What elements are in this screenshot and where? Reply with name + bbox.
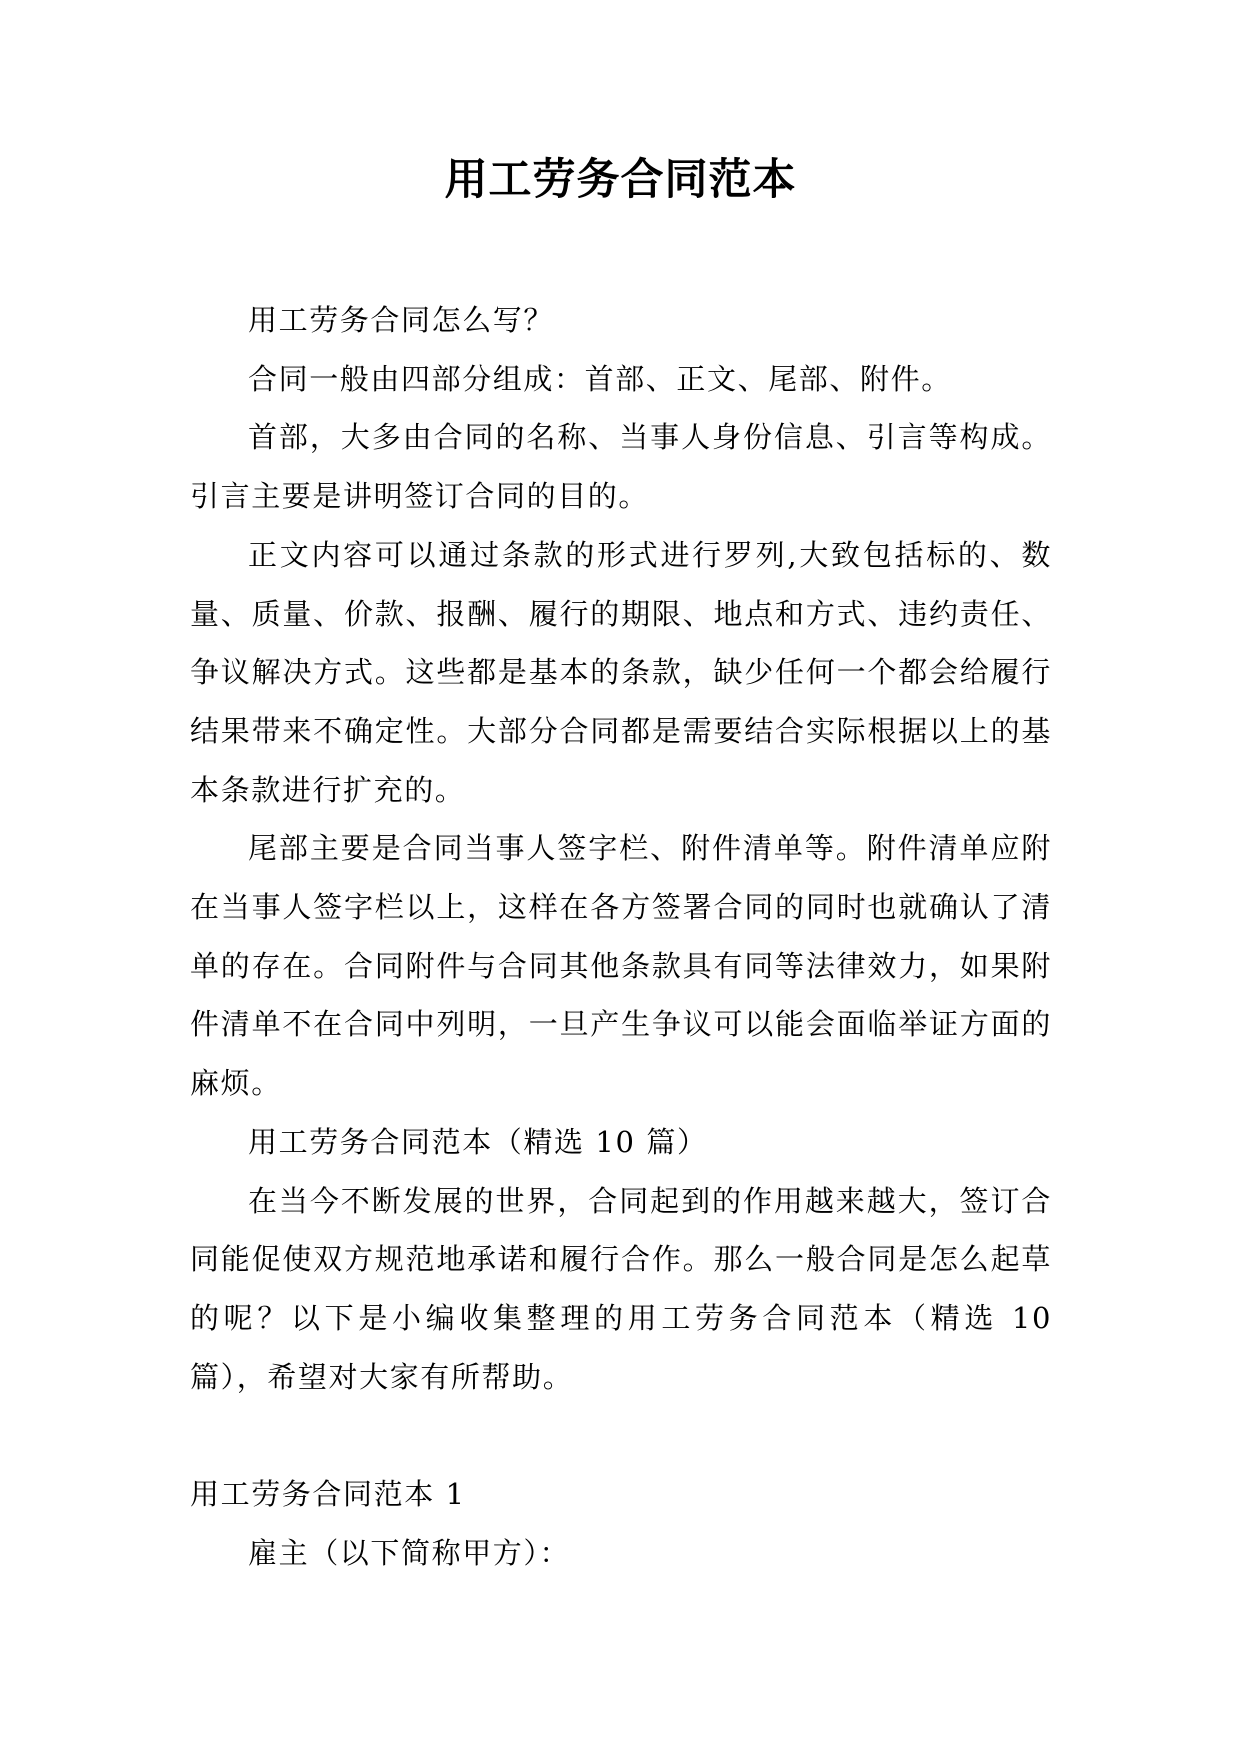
paragraph-intro: 在当今不断发展的世界，合同起到的作用越来越大，签订合同能促使双方规范地承诺和履行合作。那么一般合同是怎么起草的呢？以下是小编收集整理的用工劳务合同范本（精选 10 篇），希望对大家有所帮助。 xyxy=(190,1183,1052,1394)
paragraph-tail-part: 尾部主要是合同当事人签字栏、附件清单等。附件清单应附在当事人签字栏以上，这样在各方签署合同的同时也就确认了清单的存在。合同附件与合同其他条款具有同等法律效力，如果附件清单不在合同中列明，一旦产生争议可以能会面临举证方面的麻烦。 xyxy=(190,831,1052,1101)
section-heading-1: 用工劳务合同范本 1 xyxy=(190,1477,466,1512)
paragraph-header-part: 首部，大多由合同的名称、当事人身份信息、引言等构成。引言主要是讲明签订合同的目的。 xyxy=(190,420,1052,514)
document-title: 用工劳务合同范本 xyxy=(444,155,797,205)
paragraph-body-part: 正文内容可以通过条款的形式进行罗列,大致包括标的、数量、质量、价款、报酬、履行的期限、地点和方式、违约责任、争议解决方式。这些都是基本的条款，缺少任何一个都会给履行结果带来不确定性。大部分合同都是需要结合实际根据以上的基本条款进行扩充的。 xyxy=(190,537,1052,807)
paragraph-how-to-write: 用工劳务合同怎么写？ xyxy=(248,303,555,337)
paragraph-contract-parts: 合同一般由四部分组成：首部、正文、尾部、附件。 xyxy=(248,361,952,396)
blank-line xyxy=(190,1406,1052,1465)
paragraph-collection-title: 用工劳务合同范本（精选 10 篇） xyxy=(248,1124,708,1159)
paragraph-employer: 雇主（以下简称甲方）： xyxy=(248,1535,571,1570)
document-body xyxy=(190,291,1052,1582)
